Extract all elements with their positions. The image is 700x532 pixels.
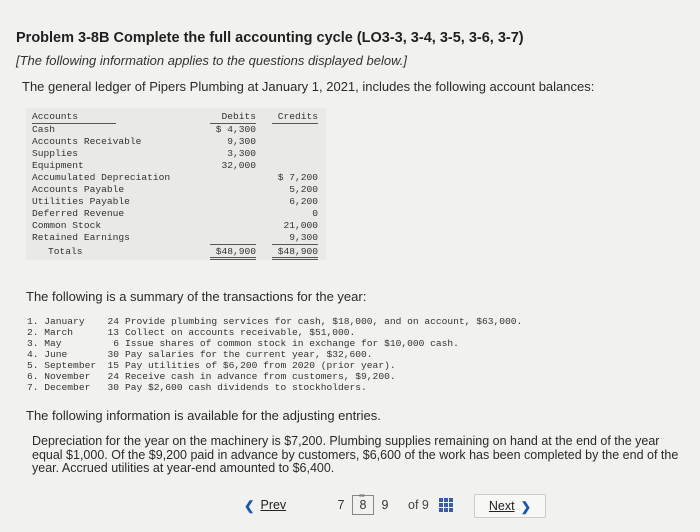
transaction-text: Receive cash in advance from customers, $9,200. bbox=[125, 371, 396, 382]
account-name: Deferred Revenue bbox=[32, 208, 125, 219]
transaction-month: 2. March bbox=[27, 327, 74, 338]
transaction-day: 13 bbox=[107, 327, 119, 338]
transaction-month: 7. December bbox=[27, 382, 91, 393]
total-credit: $48,900 bbox=[277, 246, 318, 257]
transaction-month: 4. June bbox=[27, 349, 68, 360]
credit-value: 0 bbox=[312, 208, 318, 219]
transaction-month: 1. January bbox=[27, 316, 85, 327]
prev-label: Prev bbox=[260, 498, 287, 512]
page-selector bbox=[330, 491, 453, 516]
total-debit: $48,900 bbox=[215, 246, 256, 257]
page-link-current[interactable] bbox=[352, 491, 374, 515]
totals-label: Totals bbox=[48, 246, 83, 257]
table-row bbox=[26, 148, 326, 160]
credit-value: $ 7,200 bbox=[277, 172, 318, 183]
table-row bbox=[26, 136, 326, 148]
page-link-7[interactable]: 7 bbox=[337, 498, 345, 512]
current-page-number: 8 bbox=[359, 498, 367, 512]
transaction-text: Pay utilities of $6,200 from 2020 (prior year). bbox=[125, 360, 396, 371]
debit-value: $ 4,300 bbox=[215, 124, 256, 135]
subtotal-line bbox=[272, 244, 318, 245]
table-row bbox=[26, 220, 326, 232]
table-row bbox=[26, 124, 326, 136]
credit-value: 5,200 bbox=[289, 184, 318, 195]
page-count: of 9 bbox=[408, 498, 429, 512]
prev-button[interactable] bbox=[244, 494, 286, 516]
transaction-month: 3. May bbox=[27, 338, 62, 349]
credit-value: 21,000 bbox=[283, 220, 318, 231]
account-name: Equipment bbox=[32, 160, 84, 171]
grid-icon[interactable] bbox=[439, 498, 453, 512]
account-name: Common Stock bbox=[32, 220, 102, 231]
transaction-day: 24 bbox=[107, 316, 119, 327]
problem-subtitle: [The following information applies to the questions displayed below.] bbox=[16, 53, 407, 68]
link-icon: ∞ bbox=[359, 491, 365, 500]
account-name: Retained Earnings bbox=[32, 232, 130, 243]
debit-value: 3,300 bbox=[227, 148, 256, 159]
transaction-text: Issue shares of common stock in exchange for $10,000 cash. bbox=[125, 338, 459, 349]
transaction-month: 5. September bbox=[27, 360, 97, 371]
transaction-day: 6 bbox=[113, 338, 119, 349]
account-name: Cash bbox=[32, 124, 56, 135]
debit-value: 9,300 bbox=[227, 136, 256, 147]
transaction-month: 6. November bbox=[27, 371, 91, 382]
col-header-accounts: Accounts bbox=[32, 111, 79, 122]
chevron-right-icon: ❯ bbox=[520, 499, 532, 514]
account-name: Supplies bbox=[32, 148, 79, 159]
transaction-text: Provide plumbing services for cash, $18,000, and on account, $63,000. bbox=[125, 316, 523, 327]
next-label: Next bbox=[488, 499, 515, 513]
transaction-day: 24 bbox=[107, 371, 119, 382]
ledger-intro: The general ledger of Pipers Plumbing at January 1, 2021, includes the following account balances: bbox=[22, 79, 595, 94]
chevron-left-icon: ❮ bbox=[244, 498, 255, 513]
table-row bbox=[26, 208, 326, 220]
ledger-table bbox=[26, 108, 326, 260]
account-name: Accumulated Depreciation bbox=[32, 172, 171, 183]
adjusting-intro: The following information is available for the adjusting entries. bbox=[26, 408, 381, 423]
next-button[interactable] bbox=[474, 494, 546, 518]
credit-value: 9,300 bbox=[289, 232, 318, 243]
table-row bbox=[26, 196, 326, 208]
adjusting-details: Depreciation for the year on the machinery is $7,200. Plumbing supplies remaining on hand at the end of the year equal $1,000. Of the $9,200 paid in advance by customers, $6,600 of the work has been completed by the end of the year. Accrued utilities at year-end amounted to $6,400. bbox=[32, 434, 679, 475]
transaction-text: Collect on accounts receivable, $51,000. bbox=[125, 327, 356, 338]
transaction-text: Pay salaries for the current year, $32,600. bbox=[125, 349, 373, 360]
page-link-9[interactable]: 9 bbox=[381, 498, 389, 512]
transaction-text: Pay $2,600 cash dividends to stockholders. bbox=[125, 382, 367, 393]
transaction-day: 15 bbox=[107, 360, 119, 371]
table-row bbox=[26, 160, 326, 172]
problem-title: Problem 3-8B Complete the full accounting cycle (LO3-3, 3-4, 3-5, 3-6, 3-7) bbox=[16, 30, 524, 46]
transaction-day: 30 bbox=[107, 382, 119, 393]
credit-value: 6,200 bbox=[289, 196, 318, 207]
debit-value: 32,000 bbox=[221, 160, 256, 171]
double-underline bbox=[272, 257, 318, 260]
table-row bbox=[26, 172, 326, 184]
table-row bbox=[26, 232, 326, 244]
account-name: Utilities Payable bbox=[32, 196, 130, 207]
col-header-credits: Credits bbox=[277, 111, 318, 122]
subtotal-line bbox=[210, 244, 256, 245]
col-header-debits: Debits bbox=[221, 111, 256, 122]
table-row bbox=[26, 184, 326, 196]
account-name: Accounts Payable bbox=[32, 184, 125, 195]
transactions-intro: The following is a summary of the transactions for the year: bbox=[26, 289, 367, 304]
account-name: Accounts Receivable bbox=[32, 136, 142, 147]
transaction-day: 30 bbox=[107, 349, 119, 360]
double-underline bbox=[210, 257, 256, 260]
